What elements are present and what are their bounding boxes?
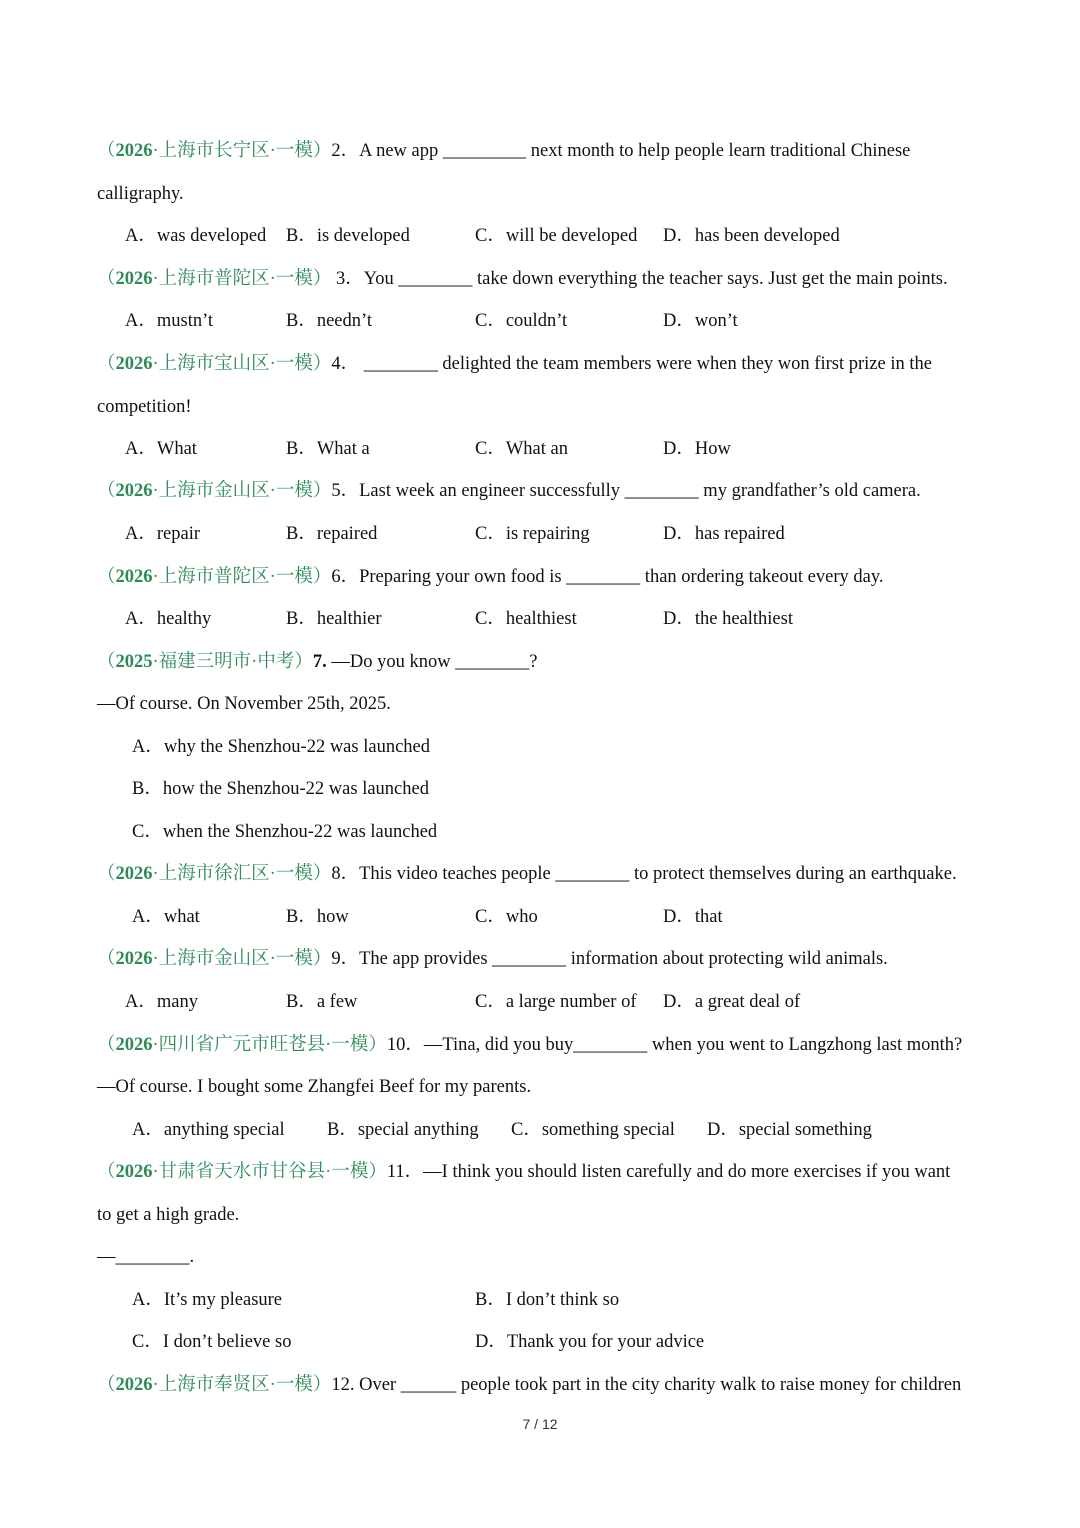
option-c[interactable]: C．is repairing (475, 524, 590, 544)
question-10-stem-cont: —Of course. I bought some Zhangfei Beef for my parents. (97, 1077, 532, 1097)
option-d[interactable]: D．the healthiest (663, 609, 793, 629)
option-d[interactable]: D．has been developed (663, 226, 840, 246)
option-a[interactable]: A．why the Shenzhou-22 was launched (132, 737, 430, 757)
page-number: 7 / 12 (522, 1416, 558, 1432)
option-b[interactable]: B．repaired (286, 524, 378, 544)
question-source: （2026·上海市奉贤区·一模） (97, 1375, 332, 1395)
option-a[interactable]: A．healthy (125, 609, 212, 629)
option-d[interactable]: D．has repaired (663, 524, 785, 544)
option-b[interactable]: B．I don’t think so (475, 1290, 620, 1310)
option-c[interactable]: C．couldn’t (475, 311, 568, 331)
option-d[interactable]: D．How (663, 439, 731, 459)
option-b[interactable]: B．special anything (327, 1120, 479, 1140)
question-11-stem-cont2: —________. (97, 1247, 195, 1267)
question-4-stem: （2026·上海市宝山区·一模）4． ________ delighted the team members were when they won first prize in the (97, 354, 932, 374)
option-b[interactable]: B．how the Shenzhou-22 was launched (132, 779, 429, 799)
option-a[interactable]: A．anything special (132, 1120, 285, 1140)
option-a[interactable]: A．It’s my pleasure (132, 1290, 283, 1310)
question-9-stem: （2026·上海市金山区·一模）9．The app provides ________ information about protecting wild animals. (97, 949, 888, 969)
option-c[interactable]: C．will be developed (475, 226, 638, 246)
question-2-stem: （2026·上海市长宁区·一模）2．A new app _________ next month to help people learn traditional Chinese (97, 141, 911, 161)
option-c[interactable]: C．a large number of (475, 992, 637, 1012)
option-a[interactable]: A．mustn’t (125, 311, 214, 331)
option-c[interactable]: C．something special (511, 1120, 675, 1140)
question-6-stem: （2026·上海市普陀区·一模）6．Preparing your own food is ________ than ordering takeout every day. (97, 567, 884, 587)
question-11-stem: （2026·甘肃省天水市甘谷县·一模）11．—I think you should listen carefully and do more exercises if you want (97, 1162, 951, 1182)
question-source: （2026·上海市普陀区·一模） (97, 269, 332, 289)
question-4-stem-cont: competition! (97, 397, 192, 417)
question-source: （2026·上海市长宁区·一模） (97, 141, 332, 161)
option-a[interactable]: A．What (125, 439, 197, 459)
question-2-stem-cont: calligraphy. (97, 184, 184, 204)
question-source: （2026·四川省广元市旺苍县·一模） (97, 1035, 387, 1055)
question-3-stem: （2026·上海市普陀区·一模） 3．You ________ take down everything the teacher says. Just get the main points. (97, 269, 948, 289)
option-d[interactable]: D．that (663, 907, 723, 927)
question-8-stem: （2026·上海市徐汇区·一模）8．This video teaches people ________ to protect themselves during an earthquake. (97, 864, 957, 884)
question-7-stem-cont: —Of course. On November 25th, 2025. (97, 694, 391, 714)
question-source: （2026·上海市宝山区·一模） (97, 354, 332, 374)
question-11-stem-cont: to get a high grade. (97, 1205, 240, 1225)
option-a[interactable]: A．was developed (125, 226, 267, 246)
option-d[interactable]: D．a great deal of (663, 992, 801, 1012)
option-b[interactable]: B．a few (286, 992, 358, 1012)
option-d[interactable]: D．special something (707, 1120, 872, 1140)
question-source: （2026·上海市普陀区·一模） (97, 567, 332, 587)
option-a[interactable]: A．what (132, 907, 200, 927)
question-source: （2025·福建三明市·中考） (97, 652, 313, 672)
option-d[interactable]: D．won’t (663, 311, 738, 331)
option-b[interactable]: B．how (286, 907, 349, 927)
question-source: （2026·甘肃省天水市甘谷县·一模） (97, 1162, 387, 1182)
option-b[interactable]: B．is developed (286, 226, 410, 246)
option-c[interactable]: C．who (475, 907, 538, 927)
question-12-stem: （2026·上海市奉贤区·一模）12. Over ______ people took part in the city charity walk to raise money for children (97, 1375, 962, 1395)
option-c[interactable]: C．I don’t believe so (132, 1332, 292, 1352)
question-source: （2026·上海市徐汇区·一模） (97, 864, 332, 884)
question-10-stem: （2026·四川省广元市旺苍县·一模）10．—Tina, did you buy________ when you went to Langzhong last month? (97, 1035, 963, 1055)
question-source: （2026·上海市金山区·一模） (97, 481, 332, 501)
question-5-stem: （2026·上海市金山区·一模）5．Last week an engineer successfully ________ my grandfather’s old camera. (97, 481, 921, 501)
question-7-stem: （2025·福建三明市·中考）7. —Do you know ________? (97, 652, 538, 672)
option-d[interactable]: D．Thank you for your advice (475, 1332, 705, 1352)
option-c[interactable]: C．healthiest (475, 609, 577, 629)
question-source: （2026·上海市金山区·一模） (97, 949, 332, 969)
option-a[interactable]: A．many (125, 992, 198, 1012)
option-b[interactable]: B．What a (286, 439, 370, 459)
option-b[interactable]: B．healthier (286, 609, 382, 629)
option-a[interactable]: A．repair (125, 524, 200, 544)
option-c[interactable]: C．when the Shenzhou-22 was launched (132, 822, 438, 842)
option-b[interactable]: B．needn’t (286, 311, 372, 331)
option-c[interactable]: C．What an (475, 439, 568, 459)
